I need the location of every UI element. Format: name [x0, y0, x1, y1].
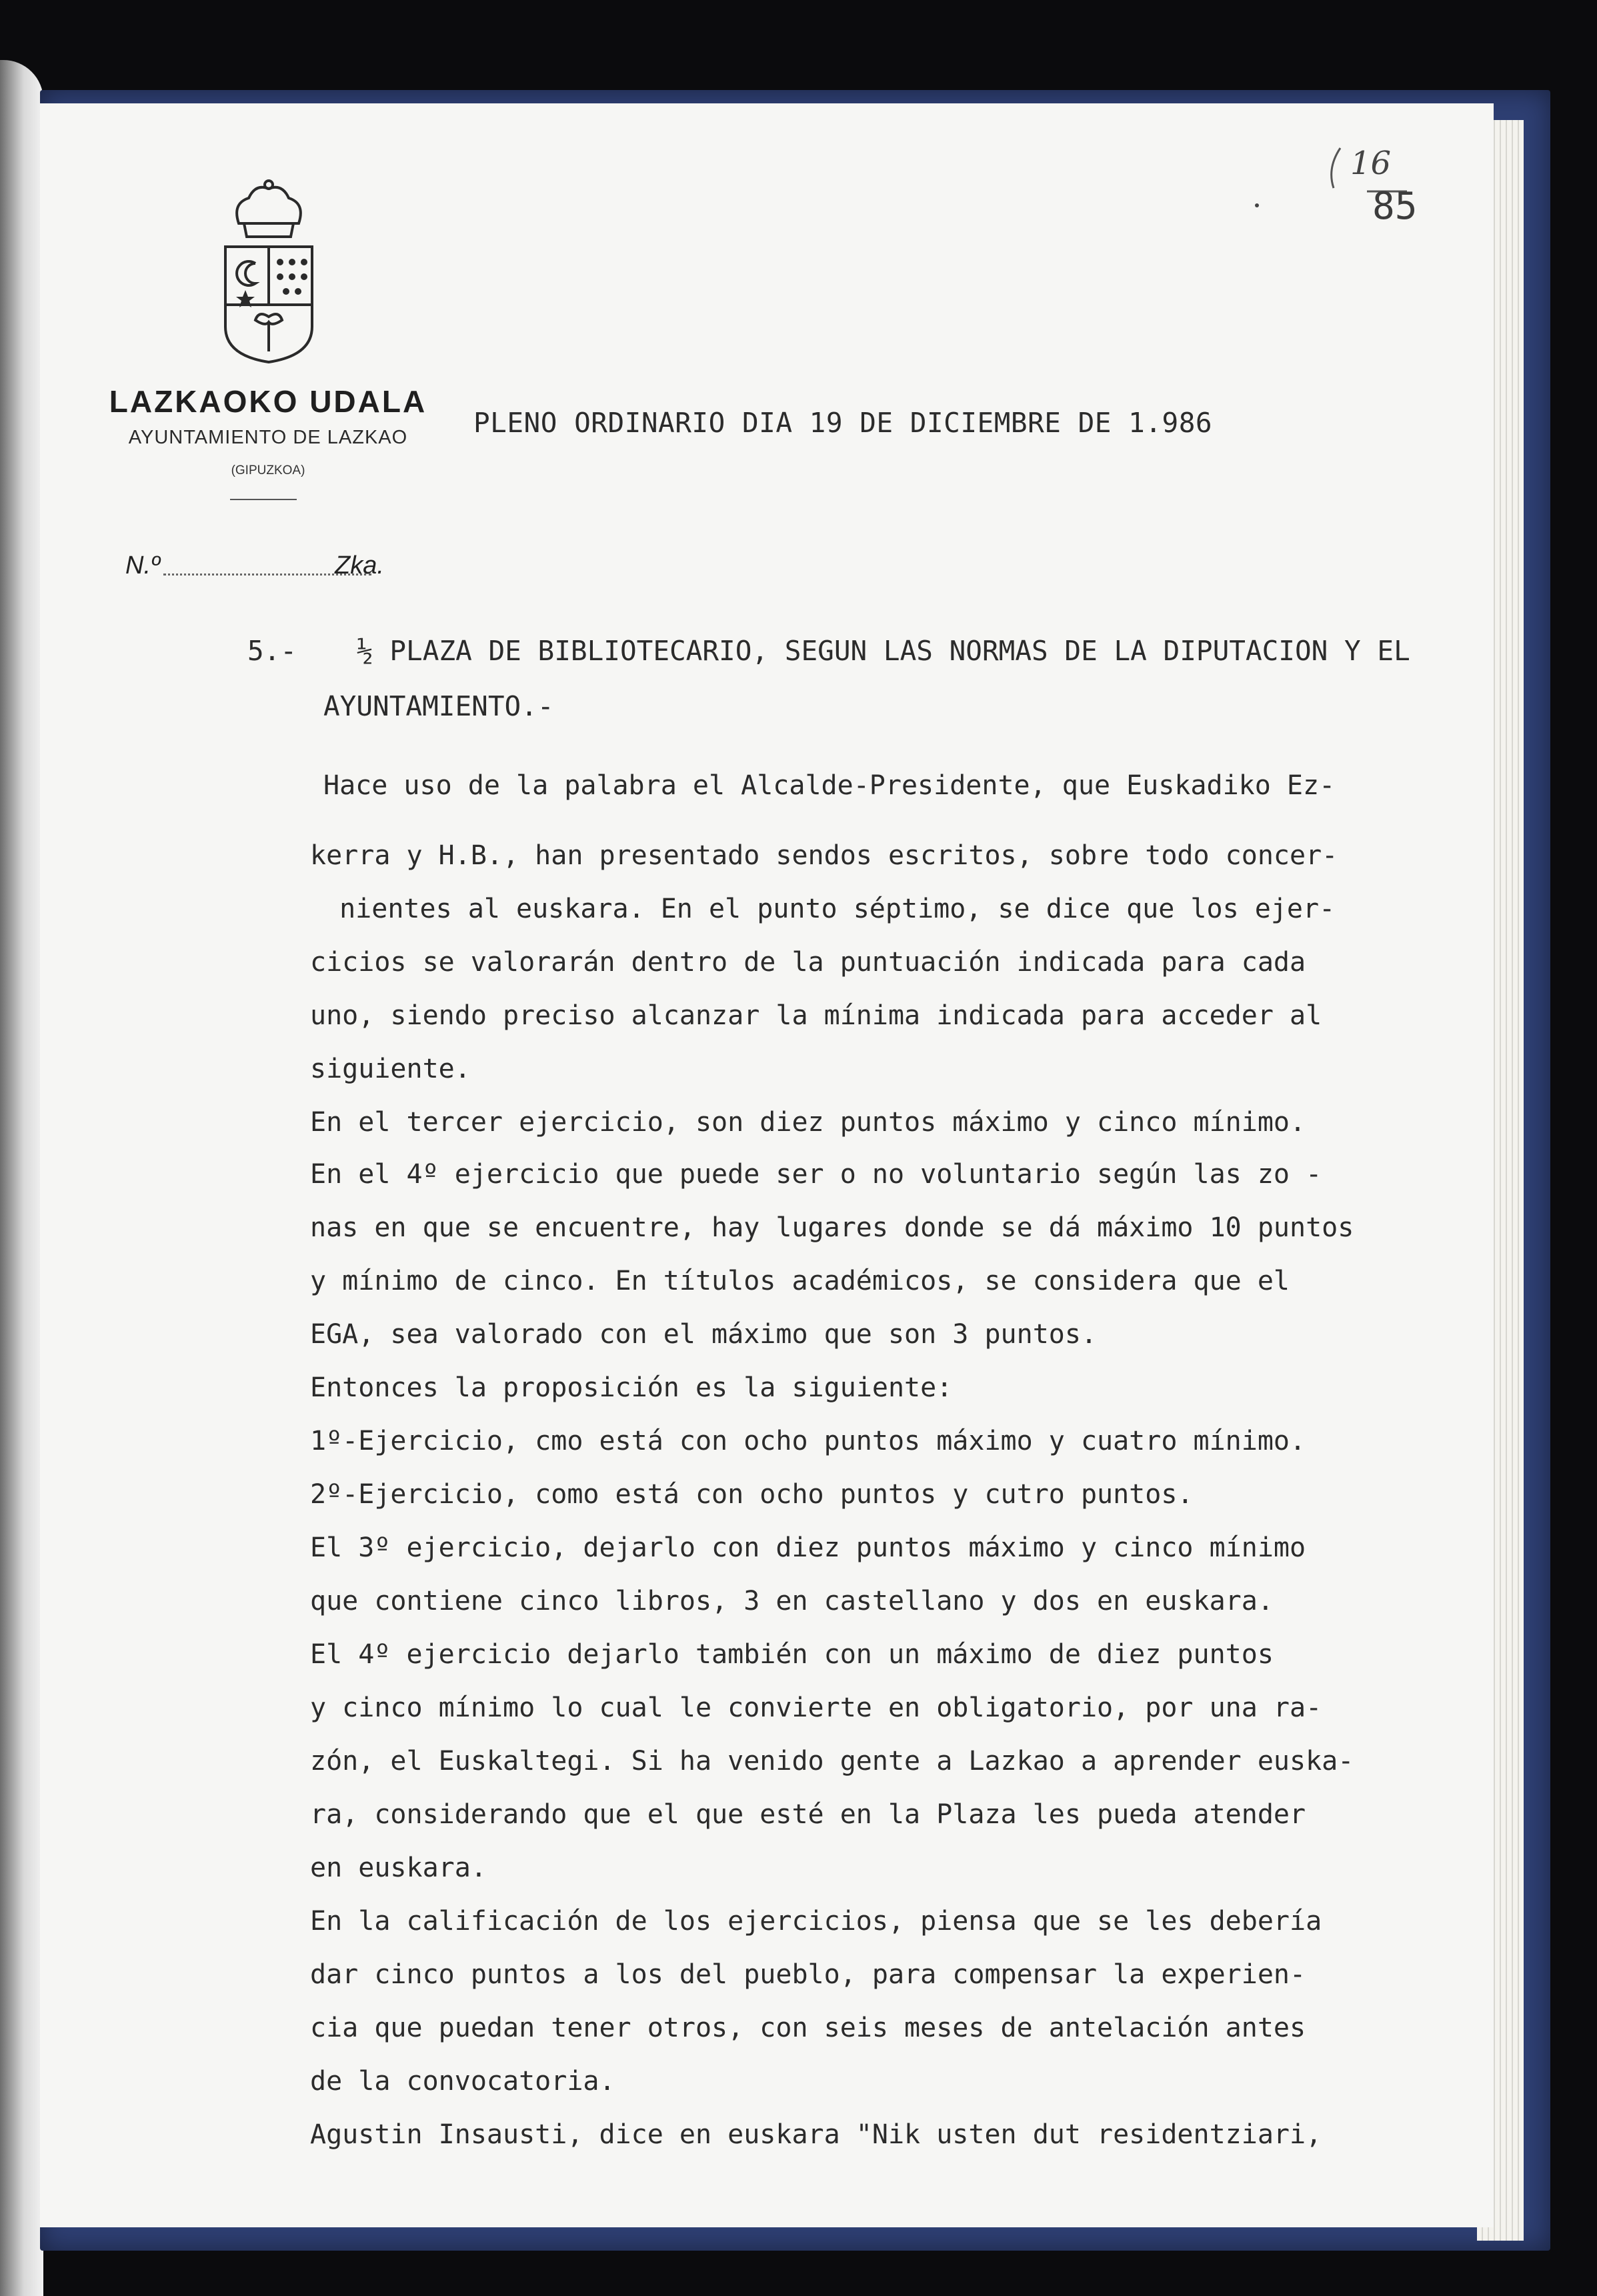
body-line: 1º-Ejercicio, cmo está con ocho puntos máximo y cuatro mínimo.: [310, 1426, 1306, 1456]
body-line: ra, considerando que el que esté en la Plaza les pueda atender: [310, 1799, 1306, 1830]
folio-handwritten-number: 16: [1350, 145, 1392, 182]
body-line: nientes al euskara. En el punto séptimo, se dice que los ejer-: [323, 894, 1336, 924]
number-label: N.º: [125, 551, 160, 580]
body-line: siguiente.: [310, 1054, 471, 1084]
agenda-item-title-continued: AYUNTAMIENTO.-: [323, 690, 554, 722]
binder-spine: [0, 60, 43, 2296]
folio-stamped-number: 85: [1372, 185, 1418, 228]
organization-region: (GIPUZKOA): [231, 463, 305, 477]
body-line: y cinco mínimo lo cual le convierte en obligatorio, por una ra-: [310, 1692, 1322, 1723]
zka-label: Zka.: [335, 551, 384, 580]
agenda-item-number: 5.-: [247, 635, 297, 667]
ink-dot: [1255, 203, 1259, 207]
body-line: Entonces la proposición es la siguiente:: [310, 1372, 953, 1403]
body-line: cicios se valorarán dentro de la puntuación indicada para cada: [310, 947, 1306, 978]
organization-name: LAZKAOKO UDALA: [109, 384, 427, 419]
body-line: En la calificación de los ejercicios, piensa que se les debería: [310, 1906, 1322, 1937]
letterhead-rule: [230, 499, 297, 500]
document-page: [40, 103, 1494, 2227]
agenda-item-title: ½ PLAZA DE BIBLIOTECARIO, SEGUN LAS NORMAS DE LA DIPUTACION Y EL: [357, 635, 1410, 667]
body-line: 2º-Ejercicio, como está con ocho puntos y cutro puntos.: [310, 1479, 1194, 1510]
coat-of-arms-icon: [219, 177, 319, 367]
body-line: kerra y H.B., han presentado sendos escritos, sobre todo concer-: [310, 840, 1338, 871]
body-line: En el tercer ejercicio, son diez puntos máximo y cinco mínimo.: [310, 1107, 1306, 1138]
body-line: cia que puedan tener otros, con seis meses de antelación antes: [310, 2013, 1306, 2043]
body-line: El 4º ejercicio dejarlo también con un máximo de diez puntos: [310, 1639, 1274, 1670]
body-line: en euskara.: [310, 1853, 487, 1883]
body-line: zón, el Euskaltegi. Si ha venido gente a Lazkao a aprender euska-: [310, 1746, 1354, 1777]
session-heading: PLENO ORDINARIO DIA 19 DE DICIEMBRE DE 1.986: [473, 407, 1213, 439]
body-line: En el 4º ejercicio que puede ser o no voluntario según las zo -: [310, 1159, 1322, 1190]
body-line: de la convocatoria.: [310, 2066, 615, 2097]
body-line: que contiene cinco libros, 3 en castellano y dos en euskara.: [310, 1586, 1274, 1616]
body-line: y mínimo de cinco. En títulos académicos, se considera que el: [310, 1266, 1290, 1296]
body-line: Hace uso de la palabra el Alcalde-Presidente, que Euskadiko Ez-: [323, 770, 1336, 801]
body-line: EGA, sea valorado con el máximo que son 3 puntos.: [310, 1319, 1098, 1350]
body-line: Agustin Insausti, dice en euskara "Nik usten dut residentziari,: [310, 2119, 1322, 2150]
body-line: El 3º ejercicio, dejarlo con diez puntos máximo y cinco mínimo: [310, 1532, 1306, 1563]
organization-subtitle: AYUNTAMIENTO DE LAZKAO: [128, 427, 408, 448]
body-line: nas en que se encuentre, hay lugares donde se dá máximo 10 puntos: [310, 1212, 1354, 1243]
body-line: dar cinco puntos a los del pueblo, para compensar la experien-: [310, 1959, 1306, 1990]
body-line: uno, siendo preciso alcanzar la mínima indicada para acceder al: [310, 1000, 1322, 1031]
